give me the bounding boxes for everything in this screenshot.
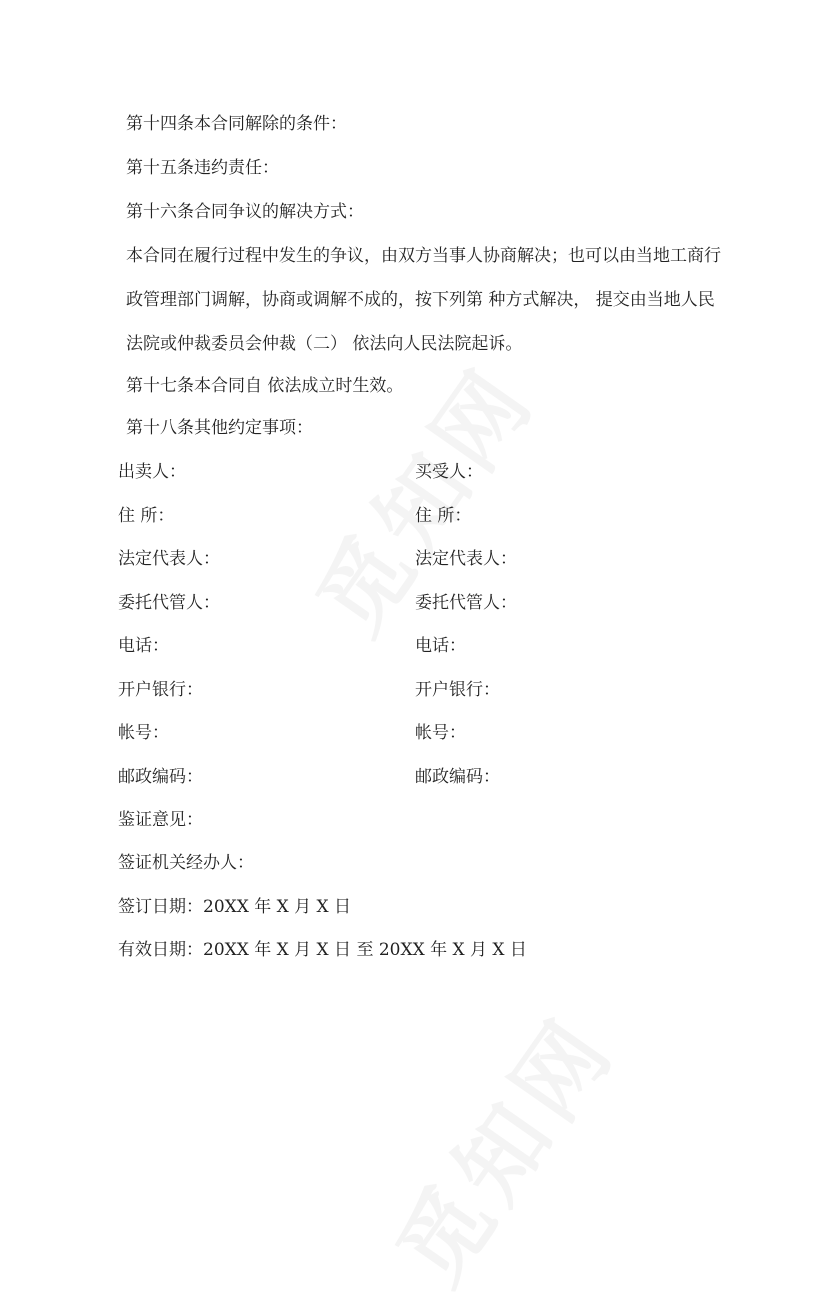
buyer-address-label: 住 所： [415,506,472,526]
buyer-postcode-label: 邮政编码： [415,767,500,787]
article-16-text-1: 本合同在履行过程中发生的争议，由双方当事人协商解决；也可以由当地工商行 [126,246,721,266]
authentication-opinion: 鉴证意见： [118,810,203,830]
article-15: 第十五条违约责任： [126,158,279,178]
seller-postcode-label: 邮政编码： [118,767,203,787]
article-14: 第十四条本合同解除的条件： [126,114,347,134]
article-16: 第十六条合同争议的解决方式： [126,202,364,222]
buyer-legal-rep-label: 法定代表人： [415,549,517,569]
watermark-bottom [361,985,640,1305]
buyer-account-label: 帐号： [415,723,466,743]
article-16-text-3: 法院或仲裁委员会仲裁（二） 依法向人民法院起诉。 [126,334,523,354]
seller-label: 出卖人： [118,462,186,482]
seller-phone-label: 电话： [118,636,169,656]
buyer-agent-label: 委托代管人： [415,593,517,613]
valid-date: 有效日期：20XX 年 X 月 X 日 至 20XX 年 X 月 X 日 [118,940,527,960]
seller-legal-rep-label: 法定代表人： [118,549,220,569]
article-18: 第十八条其他约定事项： [126,418,313,438]
article-17: 第十七条本合同自 依法成立时生效。 [126,376,404,396]
seller-agent-label: 委托代管人： [118,593,220,613]
sign-date: 签订日期：20XX 年 X 月 X 日 [118,897,352,917]
buyer-phone-label: 电话： [415,636,466,656]
buyer-label: 买受人： [415,462,483,482]
visa-agent: 签证机关经办人： [118,853,254,873]
seller-bank-label: 开户银行： [118,680,203,700]
seller-account-label: 帐号： [118,723,169,743]
buyer-bank-label: 开户银行： [415,680,500,700]
seller-address-label: 住 所： [118,506,175,526]
article-16-text-2: 政管理部门调解，协商或调解不成的，按下列第 种方式解决， 提交由当地人民 [126,290,715,310]
